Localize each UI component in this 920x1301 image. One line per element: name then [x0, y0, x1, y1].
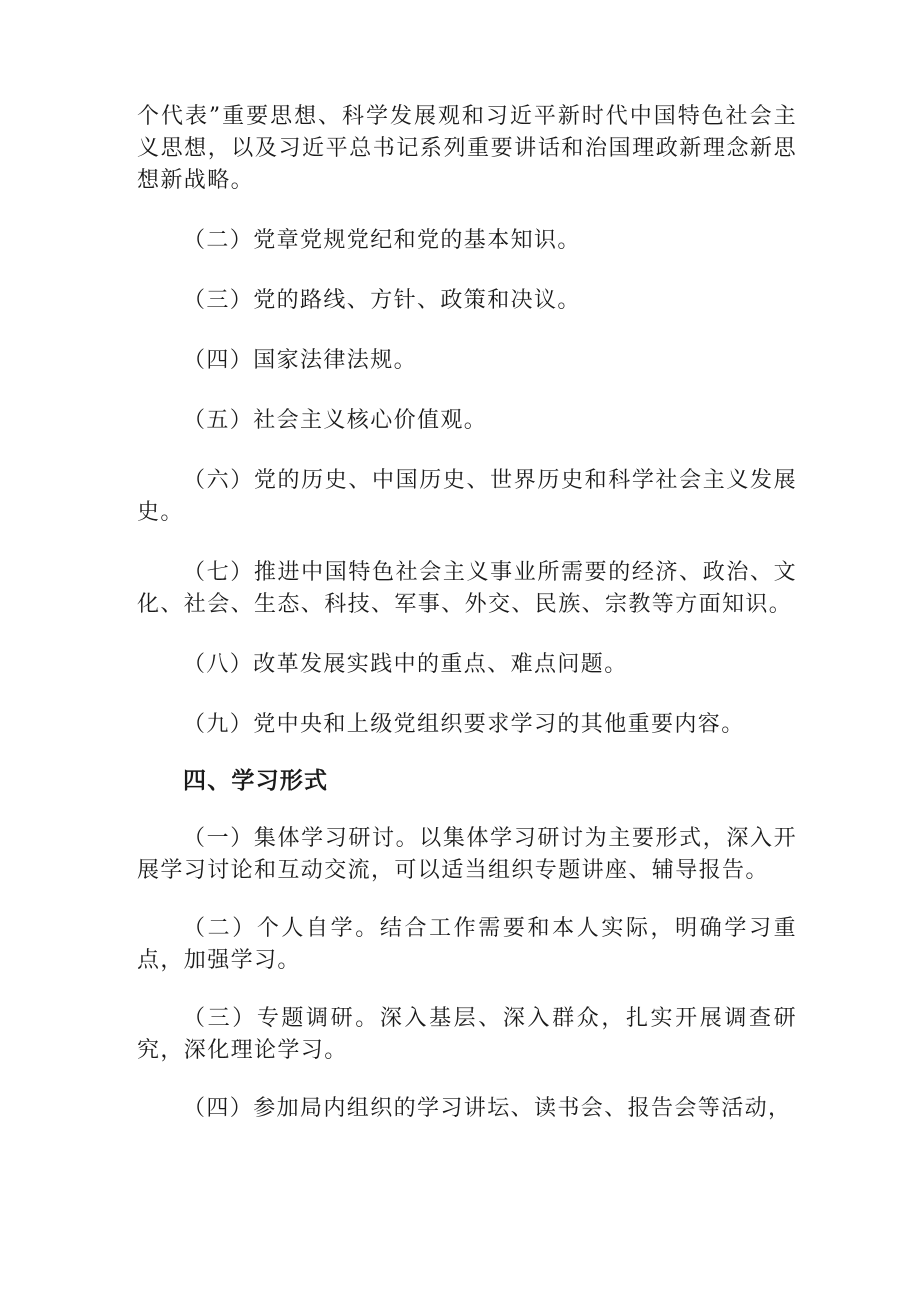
- list-item-2: （二）党章党规党纪和党的基本知识。: [183, 228, 581, 253]
- list-item-4: （四）国家法律法规。: [183, 348, 418, 373]
- form-item-2: （二）个人自学。结合工作需要和本人实际，明确学习重点，加强学习。: [137, 916, 797, 973]
- list-item-3: （三）党的路线、方针、政策和决议。: [183, 288, 581, 313]
- form-item-1: （一）集体学习研讨。以集体学习研讨为主要形式，深入开展学习讨论和互动交流，可以适当组织专题讲座、辅导报告。: [137, 826, 797, 883]
- document-body: [137, 101, 797, 1125]
- form-item-3: （三）专题调研。深入基层、深入群众，扎实开展调查研究，深化理论学习。: [137, 1006, 797, 1063]
- list-item-7: （七）推进中国特色社会主义事业所需要的经济、政治、文化、社会、生态、科技、军事、外交、民族、宗教等方面知识。: [137, 560, 797, 617]
- list-item-6: （六）党的历史、中国历史、世界历史和科学社会主义发展史。: [137, 468, 797, 525]
- list-item-8: （八）改革发展实践中的重点、难点问题。: [183, 652, 628, 677]
- list-item-9: （九）党中央和上级党组织要求学习的其他重要内容。: [183, 712, 745, 737]
- list-item-5: （五）社会主义核心价值观。: [183, 408, 488, 433]
- paragraph-continued: 个代表”重要思想、科学发展观和习近平新时代中国特色社会主义思想，以及习近平总书记系列重要讲话和治国理政新理念新思想新战略。: [137, 104, 797, 193]
- form-item-4: （四）参加局内组织的学习讲坛、读书会、报告会等活动，: [183, 1096, 792, 1121]
- section-heading: 四、学习形式: [183, 768, 329, 794]
